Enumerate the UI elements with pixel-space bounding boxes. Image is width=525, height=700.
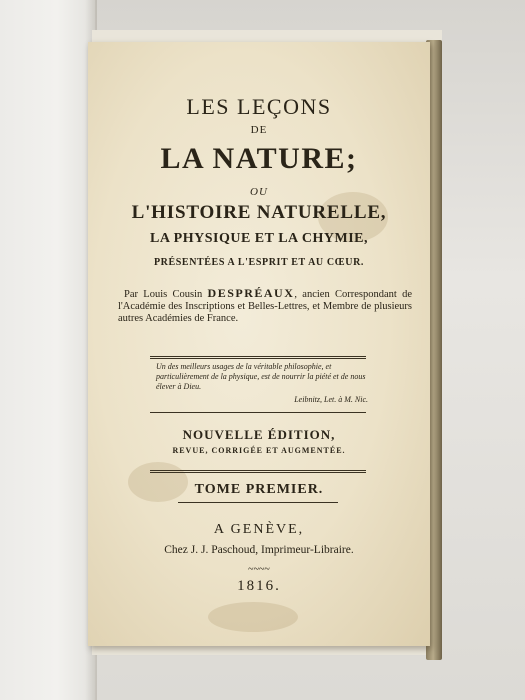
rule-volume-top xyxy=(150,470,366,473)
year: 1816. xyxy=(237,578,281,594)
place: A GENÈVE, xyxy=(213,522,305,537)
publisher: Chez J. J. Paschoud, Imprimeur-Libraire. xyxy=(164,544,354,556)
title-line-1: LES LEÇONS xyxy=(186,94,332,119)
edition-note: REVUE, CORRIGÉE ET AUGMENTÉE. xyxy=(172,446,346,455)
rule-volume-bottom xyxy=(178,502,338,503)
foxing-spot xyxy=(208,602,298,632)
ornament: ~~~~ xyxy=(248,564,270,575)
author-name: DESPRÉAUX xyxy=(207,286,295,300)
title-line-3: LA NATURE; xyxy=(160,142,358,175)
author-statement xyxy=(118,287,412,325)
subtitle-line-3: PRÉSENTÉES A L'ESPRIT ET AU CŒUR. xyxy=(153,257,365,268)
edition: NOUVELLE ÉDITION, xyxy=(182,427,336,442)
subtitle-line-2: LA PHYSIQUE ET LA CHYMIE, xyxy=(149,231,368,246)
author-details: , ancien Correspondant de l'Académie des Inscriptions et Belles-Lettres, et Membre de plusieurs autres Académies de France. xyxy=(118,289,413,324)
title-page xyxy=(88,42,430,646)
title-line-4: OU xyxy=(250,186,268,198)
author-prefix: Par Louis Cousin xyxy=(124,289,203,300)
volume: TOME PREMIER. xyxy=(194,482,324,497)
epigraph: Un des meilleurs usages de la véritable philosophie, et particulièrement de la physique, est de nourrir la piété et de nous élever à Dieu. xyxy=(156,362,366,391)
book-cover-left xyxy=(0,0,95,700)
rule-top xyxy=(150,356,366,359)
subtitle-line-1: L'HISTOIRE NATURELLE, xyxy=(131,202,387,223)
title-line-2: DE xyxy=(250,124,268,136)
rule-middle xyxy=(150,412,366,413)
epigraph-attribution: Leibnitz, Let. à M. Nic. xyxy=(294,395,368,404)
